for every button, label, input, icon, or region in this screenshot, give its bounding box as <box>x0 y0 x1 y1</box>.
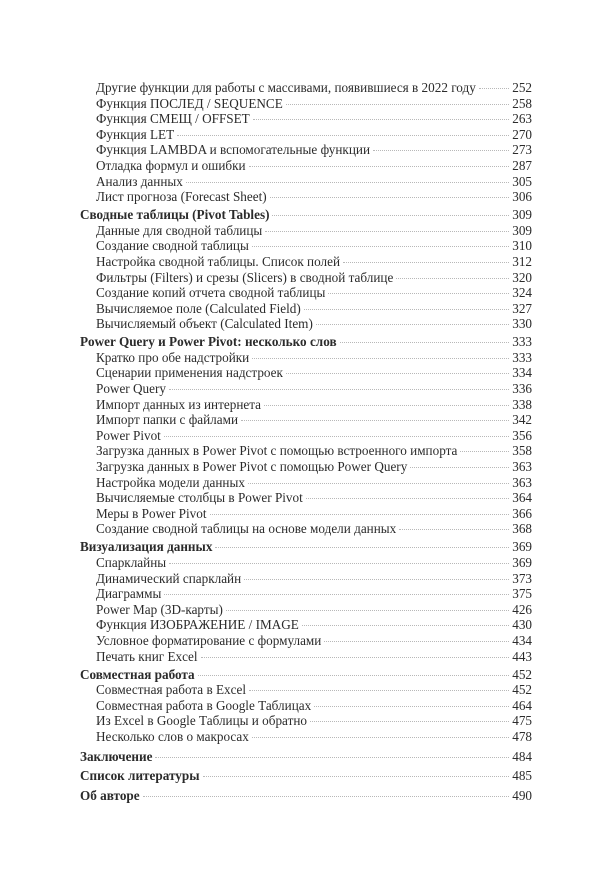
toc-entry-title: Совместная работа <box>80 666 195 682</box>
toc-entry-title: Функция СМЕЩ / OFFSET <box>96 111 250 127</box>
toc-entry-title: Функция ИЗОБРАЖЕНИЕ / IMAGE <box>96 617 299 633</box>
toc-entry-title: Создание сводной таблицы <box>96 238 249 254</box>
toc-entry-title: Анализ данных <box>96 173 183 189</box>
toc-entry[interactable] <box>80 428 532 444</box>
toc-page-number: 336 <box>512 381 532 397</box>
dot-leader <box>241 420 509 421</box>
toc-entry-title: Power Map (3D-карты) <box>96 601 223 617</box>
toc-entry[interactable] <box>80 586 532 602</box>
toc-page-number: 327 <box>512 300 532 316</box>
toc-page-number: 309 <box>512 207 532 223</box>
toc-page-number: 309 <box>512 222 532 238</box>
toc-entry[interactable] <box>80 397 532 413</box>
toc-entry-title: Импорт папки с файлами <box>96 412 238 428</box>
toc-entry-title: Динамический спарклайн <box>96 570 242 586</box>
toc-page-number: 490 <box>512 788 532 804</box>
toc-page-number: 330 <box>512 316 532 332</box>
toc-entry[interactable] <box>80 459 532 475</box>
toc-section-heading[interactable] <box>80 749 532 765</box>
dot-leader <box>324 641 509 642</box>
toc-entry[interactable] <box>80 80 532 96</box>
toc-entry-title: Power Query и Power Pivot: несколько слов <box>80 334 337 350</box>
toc-page-number: 270 <box>512 126 532 142</box>
toc-page-number: 312 <box>512 253 532 269</box>
dot-leader <box>264 405 509 406</box>
toc-page-number: 334 <box>512 365 532 381</box>
toc-entry[interactable] <box>80 301 532 317</box>
toc-page-number: 263 <box>512 111 532 127</box>
toc-entry[interactable] <box>80 238 532 254</box>
dot-leader <box>198 675 510 676</box>
dot-leader <box>253 119 509 120</box>
toc-entry-title: Совместная работа в Google Таблицах <box>96 697 312 713</box>
dot-leader <box>373 150 509 151</box>
toc-entry[interactable] <box>80 96 532 112</box>
toc-entry[interactable] <box>80 223 532 239</box>
toc-entry-title: Условное форматирование с формулами <box>96 632 322 648</box>
toc-entry[interactable] <box>80 475 532 491</box>
toc-page-number: 258 <box>512 95 532 111</box>
toc-page-number: 363 <box>512 459 532 475</box>
toc-entry-title: Загрузка данных в Power Pivot с помощью встроенного импорта <box>96 443 458 459</box>
toc-entry[interactable] <box>80 111 532 127</box>
toc-page-number: 338 <box>512 396 532 412</box>
toc-entry[interactable] <box>80 682 532 698</box>
toc-entry-title: Вычисляемое поле (Calculated Field) <box>96 300 301 316</box>
toc-entry-title: Функция LET <box>96 126 175 142</box>
dot-leader <box>343 262 509 263</box>
toc-entry[interactable] <box>80 698 532 714</box>
toc-entry[interactable] <box>80 602 532 618</box>
toc-entry-title: Спарклайны <box>96 554 167 570</box>
toc-entry[interactable] <box>80 555 532 571</box>
dot-leader <box>396 278 509 279</box>
toc-entry-title: Кратко про обе надстройки <box>96 349 250 365</box>
dot-leader <box>186 182 509 183</box>
dot-leader <box>460 451 509 452</box>
toc-entry-title: Создание сводной таблицы на основе модели данных <box>96 521 397 537</box>
toc-entry-title: Об авторе <box>80 788 140 804</box>
dot-leader <box>164 436 509 437</box>
toc-page-number: 324 <box>512 285 532 301</box>
dot-leader <box>316 324 509 325</box>
toc-entry-title: Из Excel в Google Таблицы и обратно <box>96 713 307 729</box>
toc-section-heading[interactable] <box>80 788 532 804</box>
dot-leader <box>143 796 510 797</box>
toc-page-number: 485 <box>512 768 532 784</box>
toc-page-number: 373 <box>512 570 532 586</box>
dot-leader <box>215 547 509 548</box>
toc-page-number: 306 <box>512 189 532 205</box>
toc-entry[interactable] <box>80 713 532 729</box>
toc-entry[interactable] <box>80 649 532 665</box>
toc-entry[interactable] <box>80 412 532 428</box>
toc-page-number: 310 <box>512 238 532 254</box>
toc-entry[interactable] <box>80 254 532 270</box>
toc-entry-title: Настройка модели данных <box>96 474 245 490</box>
toc-entry[interactable] <box>80 316 532 332</box>
dot-leader <box>248 483 509 484</box>
toc-entry-title: Отладка формул и ошибки <box>96 157 246 173</box>
toc-page-number: 464 <box>512 697 532 713</box>
dot-leader <box>306 498 509 499</box>
toc-entry[interactable] <box>80 142 532 158</box>
dot-leader <box>328 293 509 294</box>
toc-entry-title: Другие функции для работы с массивами, появившиеся в 2022 году <box>96 80 476 95</box>
dot-leader <box>252 737 509 738</box>
toc-entry[interactable] <box>80 285 532 301</box>
dot-leader <box>286 104 509 105</box>
toc-entry-title: Совместная работа в Excel <box>96 682 247 698</box>
dot-leader <box>302 625 509 626</box>
dot-leader <box>169 563 509 564</box>
toc-entry-title: Диаграммы <box>96 586 162 602</box>
toc-page-number: 434 <box>512 632 532 648</box>
toc-page-number: 375 <box>512 586 532 602</box>
toc-entry[interactable] <box>80 270 532 286</box>
toc-page-number: 369 <box>512 554 532 570</box>
toc-entry-title: Сценарии применения надстроек <box>96 365 283 381</box>
toc-entry-title: Лист прогноза (Forecast Sheet) <box>96 189 267 205</box>
toc-page-number: 287 <box>512 157 532 173</box>
dot-leader <box>201 657 510 658</box>
toc-page-number: 342 <box>512 412 532 428</box>
dot-leader <box>399 529 509 530</box>
toc-entry-title: Вычисляемые столбцы в Power Pivot <box>96 490 303 506</box>
toc-page-number: 364 <box>512 490 532 506</box>
dot-leader <box>210 514 510 515</box>
toc-entry-title: Фильтры (Filters) и срезы (Slicers) в сводной таблице <box>96 269 394 285</box>
dot-leader <box>310 721 509 722</box>
toc-entry[interactable] <box>80 490 532 506</box>
toc-page-number: 320 <box>512 269 532 285</box>
toc-entry[interactable] <box>80 350 532 366</box>
toc-section-heading[interactable] <box>80 334 532 350</box>
dot-leader <box>155 757 509 758</box>
toc-entry[interactable] <box>80 571 532 587</box>
toc-entry-title: Заключение <box>80 748 153 764</box>
toc-entry-title: Печать книг Excel <box>96 648 198 664</box>
toc-entry[interactable] <box>80 521 532 537</box>
dot-leader <box>272 215 509 216</box>
toc-section-heading[interactable] <box>80 768 532 784</box>
toc-entry[interactable] <box>80 158 532 174</box>
toc-entry-title: Данные для сводной таблицы <box>96 222 263 238</box>
toc-entry[interactable] <box>80 506 532 522</box>
toc-entry[interactable] <box>80 127 532 143</box>
toc-entry-title: Загрузка данных в Power Pivot с помощью Power Query <box>96 459 408 475</box>
dot-leader <box>226 610 509 611</box>
toc-page-number: 252 <box>512 80 532 95</box>
toc-page-number: 356 <box>512 427 532 443</box>
toc-page-number: 443 <box>512 648 532 664</box>
toc-entry[interactable] <box>80 617 532 633</box>
toc-entry-title: Функция LAMBDA и вспомогательные функции <box>96 142 371 158</box>
toc-page-number: 426 <box>512 601 532 617</box>
toc-entry-title: Импорт данных из интернета <box>96 396 262 412</box>
toc-entry[interactable] <box>80 443 532 459</box>
toc-page-number: 363 <box>512 474 532 490</box>
toc-entry-title: Несколько слов о макросах <box>96 728 249 744</box>
dot-leader <box>164 594 509 595</box>
toc-entry-title: Вычисляемый объект (Calculated Item) <box>96 316 313 332</box>
toc-section-heading[interactable] <box>80 539 532 555</box>
toc-page-number: 430 <box>512 617 532 633</box>
toc-page-number: 478 <box>512 728 532 744</box>
toc-page-number: 366 <box>512 505 532 521</box>
dot-leader <box>286 373 509 374</box>
toc-entry-title: Сводные таблицы (Pivot Tables) <box>80 207 270 223</box>
dot-leader <box>340 342 510 343</box>
dot-leader <box>314 706 509 707</box>
toc-page-number: 452 <box>512 682 532 698</box>
dot-leader <box>169 389 509 390</box>
toc-entry[interactable] <box>80 174 532 190</box>
dot-leader <box>270 197 510 198</box>
dot-leader <box>252 358 509 359</box>
toc-entry[interactable] <box>80 633 532 649</box>
dot-leader <box>304 309 509 310</box>
toc-entry-title: Настройка сводной таблицы. Список полей <box>96 253 341 269</box>
dot-leader <box>249 166 510 167</box>
toc-entry-title: Создание копий отчета сводной таблицы <box>96 285 326 301</box>
dot-leader <box>249 690 509 691</box>
toc-page-number: 305 <box>512 173 532 189</box>
dot-leader <box>244 579 509 580</box>
dot-leader <box>177 135 509 136</box>
toc-page-number: 273 <box>512 142 532 158</box>
table-of-contents <box>80 80 532 804</box>
toc-entry-title: Список литературы <box>80 768 200 784</box>
dot-leader <box>252 246 509 247</box>
toc-entry-title: Power Pivot <box>96 427 161 443</box>
dot-leader <box>265 231 509 232</box>
dot-leader <box>203 776 510 777</box>
toc-entry-title: Визуализация данных <box>80 539 213 555</box>
toc-page-number: 475 <box>512 713 532 729</box>
toc-page-number: 452 <box>512 666 532 682</box>
toc-page-number: 368 <box>512 521 532 537</box>
toc-section-heading[interactable] <box>80 667 532 683</box>
toc-page-number: 484 <box>512 748 532 764</box>
toc-page-number: 369 <box>512 539 532 555</box>
toc-page-number: 333 <box>512 334 532 350</box>
toc-entry-title: Меры в Power Pivot <box>96 505 207 521</box>
toc-entry-title: Power Query <box>96 381 166 397</box>
toc-entry-title: Функция ПОСЛЕД / SEQUENCE <box>96 95 283 111</box>
toc-page-number: 358 <box>512 443 532 459</box>
dot-leader <box>410 467 509 468</box>
toc-section-heading[interactable] <box>80 207 532 223</box>
toc-entry[interactable] <box>80 729 532 745</box>
toc-entry[interactable] <box>80 189 532 205</box>
dot-leader <box>479 88 509 89</box>
toc-entry[interactable] <box>80 381 532 397</box>
toc-entry[interactable] <box>80 365 532 381</box>
toc-page-number: 333 <box>512 349 532 365</box>
